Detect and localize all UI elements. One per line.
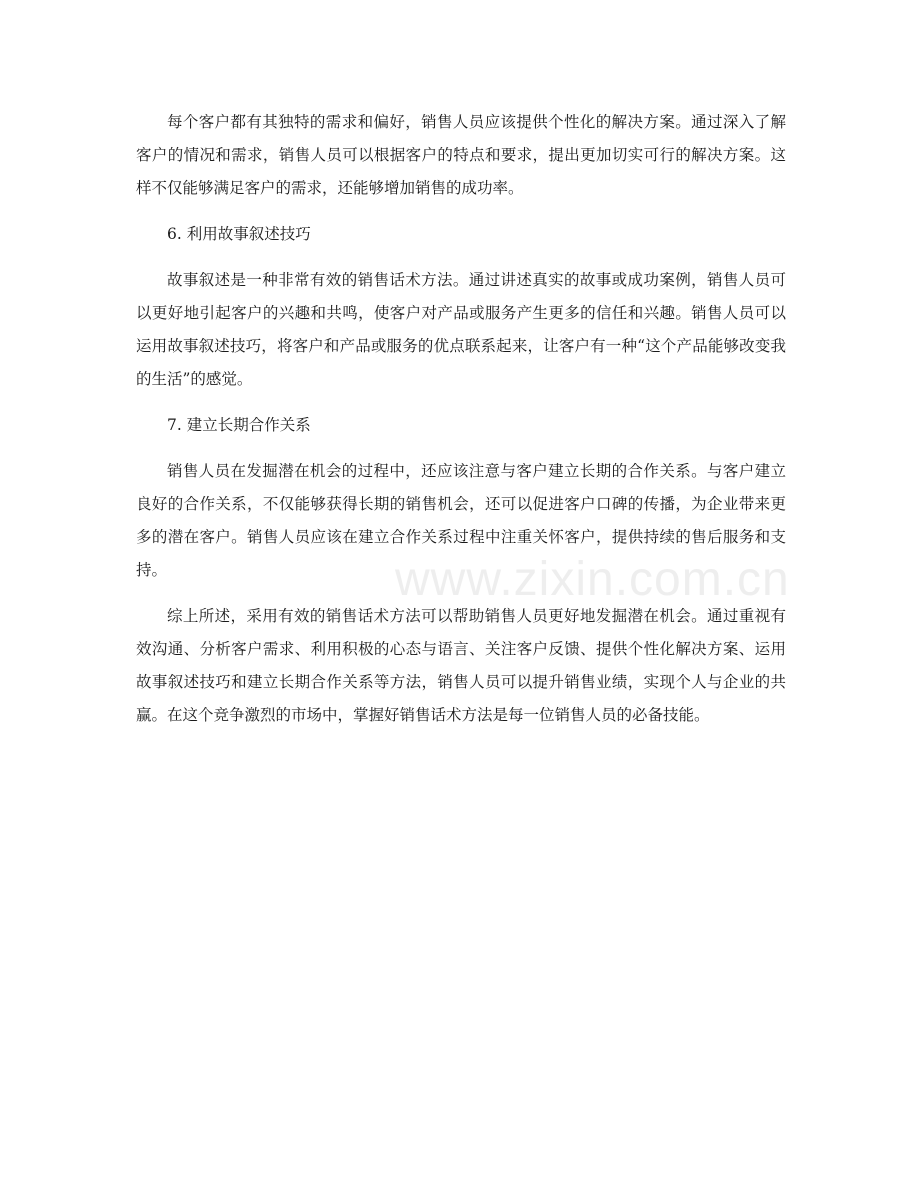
section-heading-storytelling: 6. 利用故事叙述技巧 [167, 225, 311, 243]
watermark: www.zixin.com.cn [395, 553, 790, 606]
paragraph-long-term-partnership: 销售人员在发掘潜在机会的过程中，还应该注意与客户建立长期的合作关系。与客户建立良好的合作关系，不仅能够获得长期的销售机会，还可以促进客户口碑的传播，为企业带来更多的潜在客户。销售人员应该在建立合作关系过程中注重关怀客户，提供持续的售后服务和支持。 [136, 462, 786, 579]
paragraph-personalized-solutions: 每个客户都有其独特的需求和偏好，销售人员应该提供个性化的解决方案。通过深入了解客户的情况和需求，销售人员可以根据客户的特点和要求，提出更加切实可行的解决方案。这样不仅能够满足客户的需求，还能够增加销售的成功率。 [136, 113, 786, 197]
section-heading-long-term-partnership: 7. 建立长期合作关系 [167, 416, 311, 434]
paragraph-storytelling: 故事叙述是一种非常有效的销售话术方法。通过讲述真实的故事或成功案例，销售人员可以更好地引起客户的兴趣和共鸣，使客户对产品或服务产生更多的信任和兴趣。销售人员可以运用故事叙述技巧，将客户和产品或服务的优点联系起来，让客户有一种“这个产品能够改变我的生活”的感觉。 [136, 271, 786, 388]
paragraph-conclusion: 综上所述，采用有效的销售话术方法可以帮助销售人员更好地发掘潜在机会。通过重视有效沟通、分析客户需求、利用积极的心态与语言、关注客户反馈、提供个性化解决方案、运用故事叙述技巧和建立长期合作关系等方法，销售人员可以提升销售业绩，实现个人与企业的共赢。在这个竞争激烈的市场中，掌握好销售话术方法是每一位销售人员的必备技能。 [136, 607, 786, 724]
document-body [136, 106, 786, 732]
